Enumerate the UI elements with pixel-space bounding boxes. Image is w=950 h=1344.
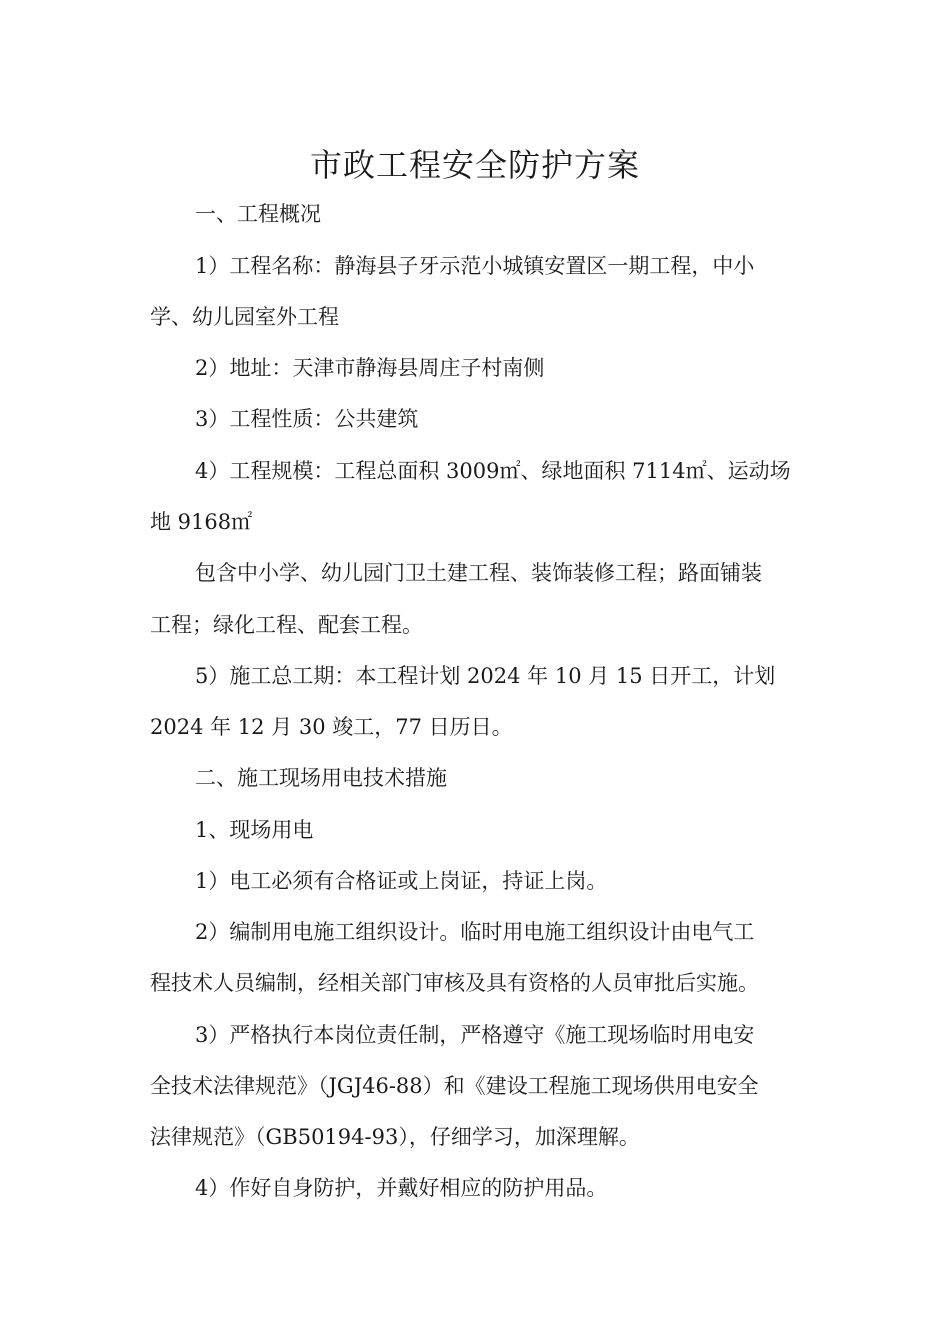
paragraph-line: 3）工程性质：公共建筑 bbox=[195, 407, 419, 431]
paragraph-line: 全技术法律规范》（JGJ46-88）和《建设工程施工现场供用电安全 bbox=[150, 1074, 759, 1098]
paragraph-line: 法律规范》（GB50194-93），仔细学习，加深理解。 bbox=[150, 1125, 640, 1149]
paragraph-line: 4）工程规模：工程总面积 3009㎡、绿地面积 7114㎡、运动场 bbox=[195, 459, 791, 483]
paragraph-line: 1）电工必须有合格证或上岗证，持证上岗。 bbox=[195, 869, 608, 893]
paragraph-line: 工程；绿化工程、配套工程。 bbox=[150, 613, 423, 637]
paragraph-line: 2）编制用电施工组织设计。临时用电施工组织设计由电气工 bbox=[195, 920, 755, 944]
paragraph-line: 地 9168㎡ bbox=[150, 510, 253, 534]
paragraph-line: 学、幼儿园室外工程 bbox=[150, 305, 339, 329]
paragraph-line: 2）地址：天津市静海县周庄子村南侧 bbox=[195, 356, 545, 380]
paragraph-line: 2024 年 12 月 30 竣工，77 日历日。 bbox=[150, 715, 513, 739]
paragraph-line: 1）工程名称：静海县子牙示范小城镇安置区一期工程，中小 bbox=[195, 254, 755, 278]
document-title: 市政工程安全防护方案 bbox=[309, 146, 640, 185]
paragraph-line: 4）作好自身防护，并戴好相应的防护用品。 bbox=[195, 1176, 608, 1200]
section-heading-electrical: 二、施工现场用电技术措施 bbox=[195, 766, 447, 790]
paragraph-line: 5）施工总工期：本工程计划 2024 年 10 月 15 日开工，计划 bbox=[195, 664, 776, 688]
section-heading-overview: 一、工程概况 bbox=[195, 202, 321, 226]
paragraph-line: 包含中小学、幼儿园门卫土建工程、装饰装修工程；路面铺装 bbox=[195, 561, 762, 585]
paragraph-line: 3）严格执行本岗位责任制，严格遵守《施工现场临时用电安 bbox=[195, 1023, 755, 1047]
subsection-heading: 1、现场用电 bbox=[195, 818, 314, 842]
paragraph-line: 程技术人员编制，经相关部门审核及具有资格的人员审批后实施。 bbox=[150, 971, 759, 995]
